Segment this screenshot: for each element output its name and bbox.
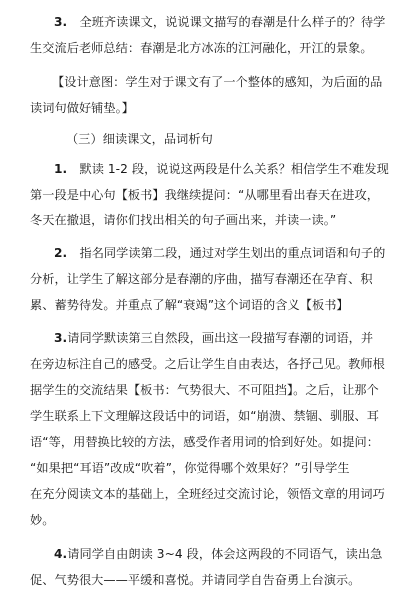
step-3-line-4 [30, 408, 379, 424]
step-3-line-1 [54, 330, 373, 346]
step-3-line-7 [30, 486, 385, 502]
item-number: 3. [54, 331, 68, 345]
step-3-line-6 [30, 460, 350, 476]
step-1-line-1 [54, 161, 389, 177]
line-text: 第一段是中心句【板书】我继续提问：“从哪里看出春天在进攻， [30, 188, 380, 202]
design-intent-line-2 [30, 100, 134, 116]
line-text: 默读 1-2 段，说说这两段是什么关系？相信学生不难发现 [67, 162, 389, 176]
step-3-line-3 [30, 382, 379, 398]
line-text: 在旁边标注自己的感受。之后让学生自由表达，各抒己见。教师根 [30, 357, 385, 371]
paragraph-3-line-2 [30, 40, 373, 56]
step-4-line-2 [30, 572, 360, 588]
line-text: 据学生的交流结果【板书：气势很大、不可阻挡】。之后，让那个 [30, 383, 379, 397]
step-2-line-3 [30, 297, 349, 313]
step-1-line-3 [30, 212, 336, 228]
line-text: 语“等，用替换比较的方法，感受作者用词的恰到好处。如提问： [30, 435, 380, 449]
line-text: 读词句做好铺垫。】 [30, 101, 135, 115]
step-3-line-2 [30, 356, 385, 372]
paragraph-3-line-1 [54, 14, 385, 30]
line-text: 促、气势很大——平缓和喜悦。并请同学自告奋勇上台演示。 [30, 573, 361, 587]
line-text: 请同学默读第三自然段，画出这一段描写春潮的词语，并 [67, 331, 374, 345]
line-text: 【设计意图：学生对于课文有了一个整体的感知，为后面的品 [52, 75, 383, 89]
line-text: 妙。 [30, 513, 55, 527]
item-number: 1. [54, 162, 68, 176]
item-number: 2. [54, 246, 68, 260]
step-1-line-2 [30, 187, 379, 203]
section-heading [66, 131, 213, 147]
step-2-line-2 [30, 271, 373, 287]
step-3-line-8 [30, 512, 54, 528]
line-text: 在充分阅读文本的基础上，全班经过交流讨论，领悟文章的用词巧 [30, 487, 385, 501]
line-text: 分析，让学生了解这部分是春潮的序曲，描写春潮还在孕育、积 [30, 272, 373, 286]
step-3-line-5 [30, 434, 379, 450]
line-text: 全班齐读课文，说说课文描写的春潮是什么样子的？待学 [67, 15, 386, 29]
item-number: 4. [54, 547, 68, 561]
line-text: 冬天在撤退，请你们找出相关的句子画出来，并读一读。” [30, 213, 337, 227]
step-4-line-1 [54, 546, 382, 562]
step-2-line-1 [54, 245, 385, 261]
line-text: 累、蓄势待发。并重点了解“衰竭”这个词语的含义【板书】 [30, 298, 349, 312]
design-intent-line-1 [52, 74, 382, 90]
line-text: 指名同学读第二段，通过对学生划出的重点词语和句子的 [67, 246, 386, 260]
section-title: （三）细读课文，品词析句 [66, 132, 213, 146]
line-text: “如果把“耳语”改成“吹着”，你觉得哪个效果好？”引导学生 [30, 461, 350, 475]
line-text: 学生联系上下文理解这段话中的词语，如“崩溃、禁锢、驯服、耳 [30, 409, 380, 423]
line-text: 生交流后老师总结：春潮是北方冰冻的江河融化，开江的景象。 [30, 41, 373, 55]
line-text: 请同学自由朗读 3~4 段，体会这两段的不同语气，读出急 [67, 547, 383, 561]
item-number: 3. [54, 15, 68, 29]
